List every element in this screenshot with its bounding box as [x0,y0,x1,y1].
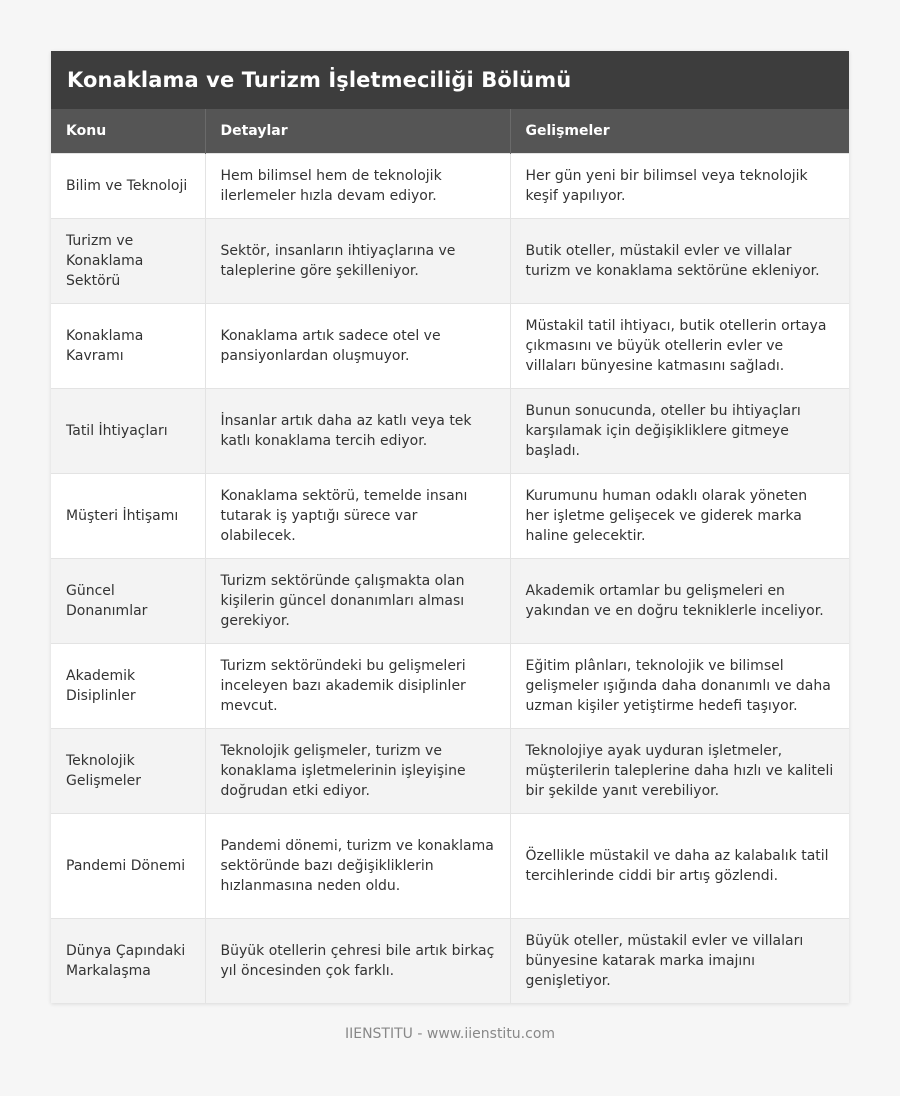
table-row [51,153,849,218]
cell-gelismeler: Butik oteller, müstakil evler ve villalar turizm ve konaklama sektörüne ekleniyor. [510,218,849,303]
column-header-detaylar: Detaylar [205,109,510,153]
cell-detaylar: Turizm sektöründe çalışmakta olan kişilerin güncel donanımları alması gerekiyor. [205,558,510,643]
cell-gelismeler: Teknolojiye ayak uyduran işletmeler, müşterilerin taleplerine daha hızlı ve kaliteli bir şekilde yanıt verebiliyor. [510,728,849,813]
cell-gelismeler: Bunun sonucunda, oteller bu ihtiyaçları karşılamak için değişikliklere gitmeye başladı. [510,388,849,473]
cell-konu: Teknolojik Gelişmeler [51,728,205,813]
cell-konu: Pandemi Dönemi [51,813,205,918]
cell-gelismeler: Özellikle müstakil ve daha az kalabalık tatil tercihlerinde ciddi bir artış gözlendi. [510,813,849,918]
cell-konu: Akademik Disiplinler [51,643,205,728]
cell-detaylar: İnsanlar artık daha az katlı veya tek katlı konaklama tercih ediyor. [205,388,510,473]
table-row [51,643,849,728]
cell-konu: Konaklama Kavramı [51,303,205,388]
cell-detaylar: Turizm sektöründeki bu gelişmeleri inceleyen bazı akademik disiplinler mevcut. [205,643,510,728]
cell-konu: Tatil İhtiyaçları [51,388,205,473]
cell-detaylar: Teknolojik gelişmeler, turizm ve konaklama işletmelerinin işleyişine doğrudan etki ediyor. [205,728,510,813]
cell-konu: Turizm ve Konaklama Sektörü [51,218,205,303]
cell-detaylar: Büyük otellerin çehresi bile artık birkaç yıl öncesinden çok farklı. [205,918,510,1003]
cell-gelismeler: Büyük oteller, müstakil evler ve villaları bünyesine katarak marka imajını genişletiyor. [510,918,849,1003]
table-card [51,51,849,1003]
table-row [51,218,849,303]
cell-detaylar: Konaklama artık sadece otel ve pansiyonlardan oluşmuyor. [205,303,510,388]
title-bar [51,51,849,109]
cell-konu: Bilim ve Teknoloji [51,153,205,218]
cell-gelismeler: Müstakil tatil ihtiyacı, butik otellerin ortaya çıkmasını ve büyük otellerin evler ve villaları bünyesine katmasını sağladı. [510,303,849,388]
table-row [51,303,849,388]
table-row [51,813,849,918]
cell-gelismeler: Her gün yeni bir bilimsel veya teknolojik keşif yapılıyor. [510,153,849,218]
cell-gelismeler: Eğitim plânları, teknolojik ve bilimsel gelişmeler ışığında daha donanımlı ve daha uzman kişiler yetiştirme hedefi taşıyor. [510,643,849,728]
cell-detaylar: Sektör, insanların ihtiyaçlarına ve taleplerine göre şekilleniyor. [205,218,510,303]
cell-gelismeler: Kurumunu human odaklı olarak yöneten her işletme gelişecek ve giderek marka haline gelecektir. [510,473,849,558]
cell-gelismeler: Akademik ortamlar bu gelişmeleri en yakından ve en doğru tekniklerle inceliyor. [510,558,849,643]
table-row [51,388,849,473]
table-row [51,728,849,813]
column-header-konu: Konu [51,109,205,153]
footer-credit: IIENSTITU - www.iienstitu.com [344,1026,556,1042]
cell-detaylar: Pandemi dönemi, turizm ve konaklama sektöründe bazı değişikliklerin hızlanmasına neden oldu. [205,813,510,918]
cell-konu: Dünya Çapındaki Markalaşma [51,918,205,1003]
data-table [51,109,849,1003]
page-title: Konaklama ve Turizm İşletmeciliği Bölümü [67,68,572,92]
table-header-row [51,109,849,153]
column-header-gelismeler: Gelişmeler [510,109,849,153]
table-row [51,558,849,643]
cell-konu: Müşteri İhtişamı [51,473,205,558]
cell-konu: Güncel Donanımlar [51,558,205,643]
table-row [51,918,849,1003]
cell-detaylar: Konaklama sektörü, temelde insanı tutarak iş yaptığı sürece var olabilecek. [205,473,510,558]
cell-detaylar: Hem bilimsel hem de teknolojik ilerlemeler hızla devam ediyor. [205,153,510,218]
table-row [51,473,849,558]
